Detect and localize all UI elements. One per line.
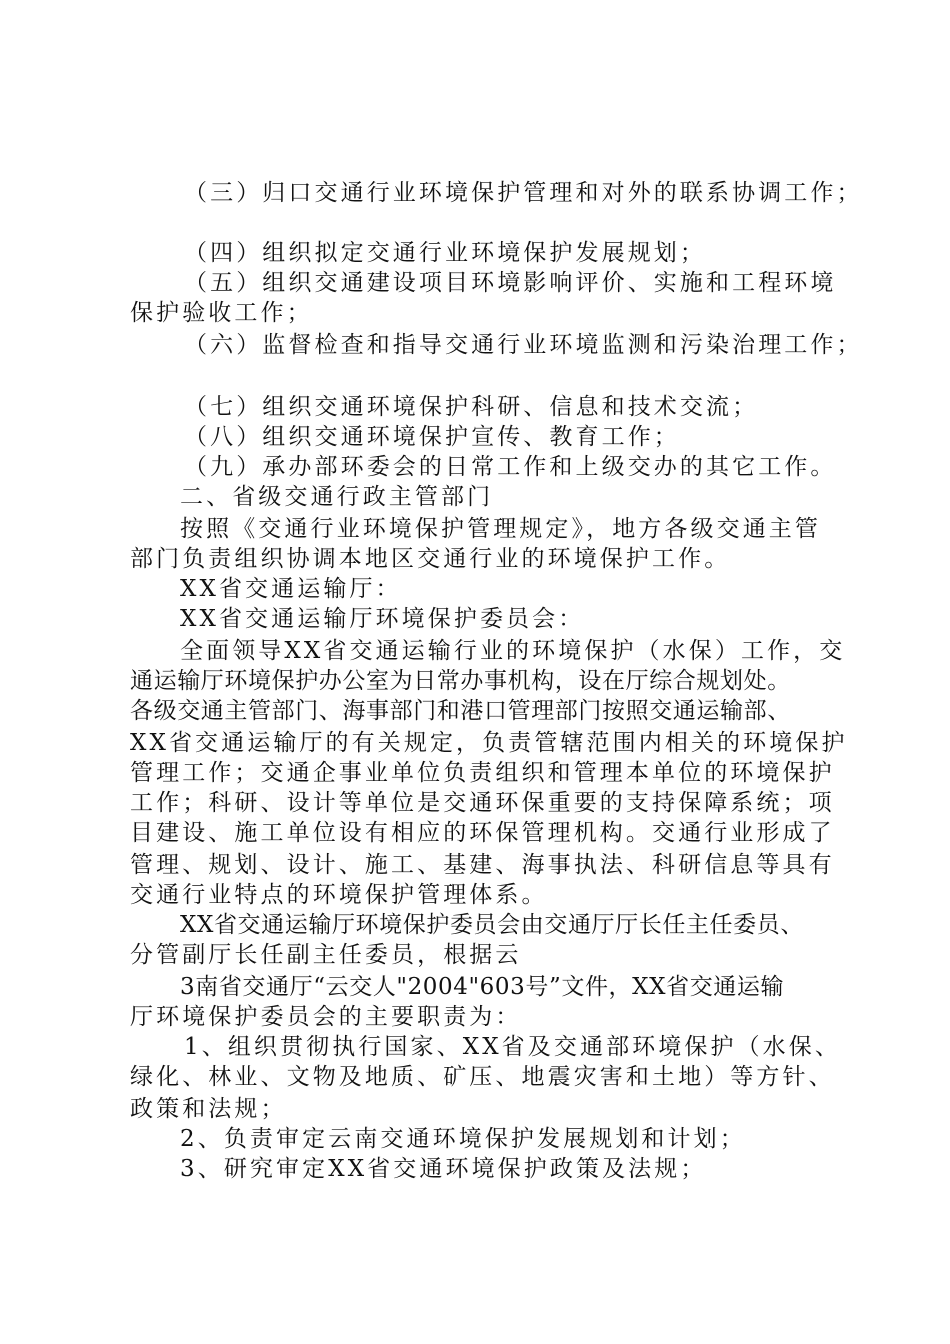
text-line: XX省交通运输厅环境保护委员会由交通厅厅长任主任委员、 [180,912,804,938]
text-line: 交通行业特点的环境保护管理体系。 [130,882,548,908]
text-line: 全面领导XX省交通运输行业的环境保护（水保）工作，交 [180,638,846,664]
text-line: 分管副厅长任副主任委员，根据云 [130,942,522,968]
text-line: 2、负责审定云南交通环境保护发展规划和计划； [180,1126,746,1152]
text-line: （七）组织交通环境保护科研、信息和技术交流； [184,394,759,420]
text-line: 绿化、林业、文物及地质、矿压、地震灾害和土地）等方针、 [130,1064,835,1090]
text-line: 厅环境保护委员会的主要职责为： [130,1004,522,1030]
text-line: 管理工作；交通企事业单位负责组织和管理本单位的环境保护 [130,760,835,786]
text-line: （三）归口交通行业环境保护管理和对外的联系协调工作； [184,180,863,206]
text-line: 工作；科研、设计等单位是交通环保重要的支持保障系统；项 [130,790,835,816]
text-line: （五）组织交通建设项目环境影响评价、实施和工程环境 [184,270,837,296]
text-line: 管理、规划、设计、施工、基建、海事执法、科研信息等具有 [130,852,835,878]
text-line: （九）承办部环委会的日常工作和上级交办的其它工作。 [184,454,837,480]
text-line: XX省交通运输厅的有关规定，负责管辖范围内相关的环境保护 [130,730,848,756]
section-heading: 二、省级交通行政主管部门 [180,484,494,510]
text-line: XX省交通运输厅： [180,576,402,602]
text-line: 政策和法规； [130,1096,287,1122]
text-line: 3、研究审定XX省交通环境保护政策及法规； [180,1156,707,1182]
text-line: 3南省交通厅“云交人"2004"603号”文件，XX省交通运输 [180,974,785,1000]
text-line: 1、组织贯彻执行国家、XX省及交通部环境保护（水保、 [184,1034,841,1060]
text-line: 目建设、施工单位设有相应的环保管理机构。交通行业形成了 [130,820,835,846]
text-line: XX省交通运输厅环境保护委员会： [180,606,585,632]
text-line: 部门负责组织协调本地区交通行业的环境保护工作。 [130,546,731,572]
text-line: 保护验收工作； [130,300,313,326]
text-line: （六）监督检查和指导交通行业环境监测和污染治理工作； [184,332,863,358]
text-line: 按照《交通行业环境保护管理规定》，地方各级交通主管 [180,516,821,542]
text-line: 通运输厅环境保护办公室为日常办事机构，设在厅综合规划处。 [130,668,791,694]
text-line: （八）组织交通环境保护宣传、教育工作； [184,424,680,450]
text-line: （四）组织拟定交通行业环境保护发展规划； [184,240,706,266]
text-line: 各级交通主管部门、海事部门和港口管理部门按照交通运输部、 [130,698,791,724]
